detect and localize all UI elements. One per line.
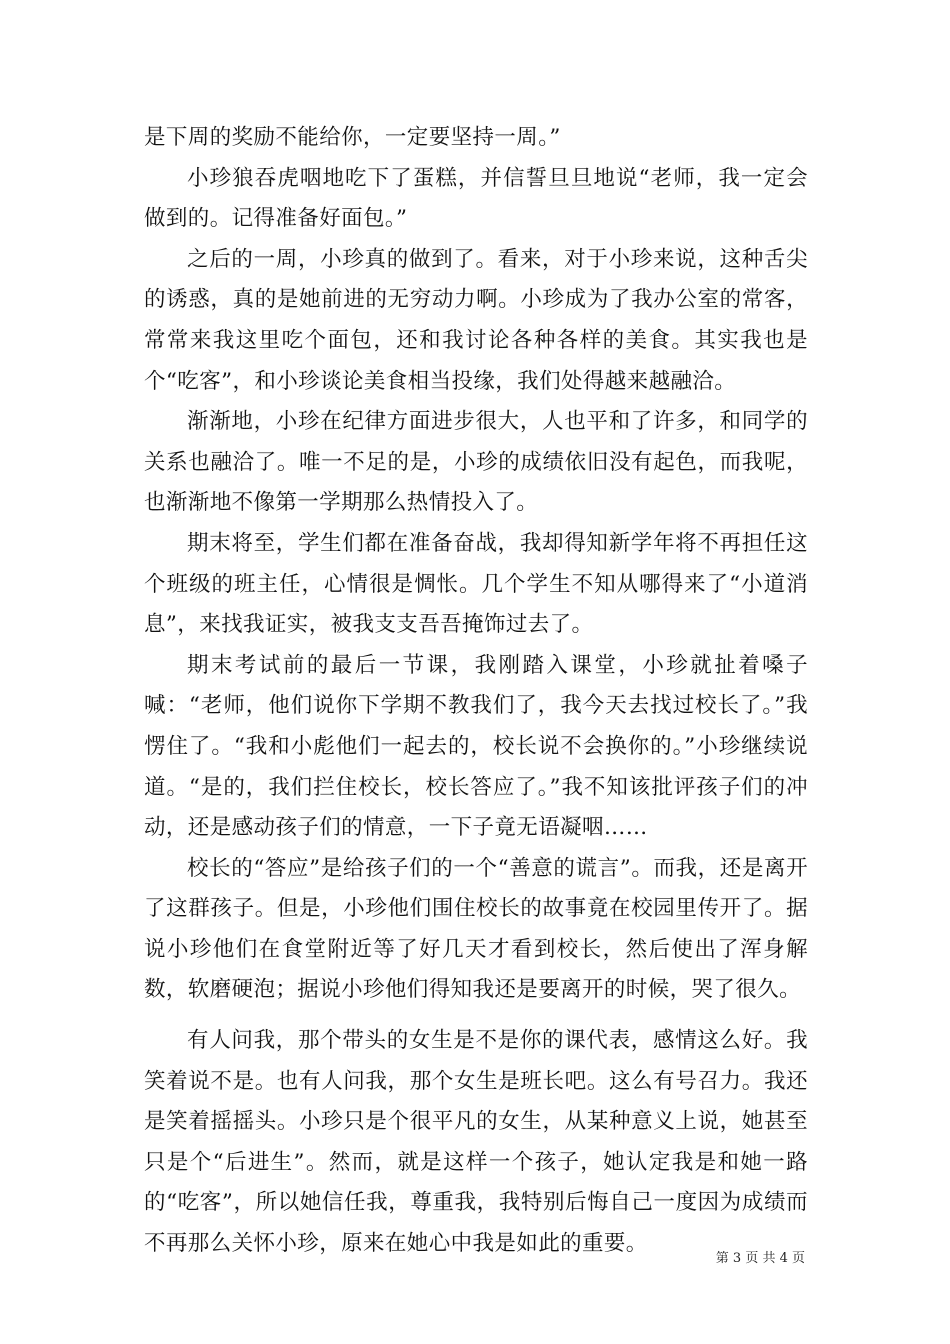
body-text — [144, 118, 808, 1265]
paragraph-7: 校长的“答应”是给孩子们的一个“善意的谎言”。而我，还是离开了这群孩子。但是，小珍他们围住校长的故事竟在校园里传开了。据说小珍他们在食堂附近等了好几天才看到校长，然后使出了浑身解数，软磨硬泡；据说小珍他们得知我还是要离开的时候，哭了很久。 — [144, 855, 808, 1003]
paragraph-5: 期末将至，学生们都在准备奋战，我却得知新学年将不再担任这个班级的班主任，心情很是惆怅。几个学生不知从哪得来了“小道消息”，来找我证实，被我支支吾吾掩饰过去了。 — [144, 530, 808, 638]
page-number: 第 3 页 共 4 页 — [715, 1251, 805, 1266]
paragraph-8: 有人问我，那个带头的女生是不是你的课代表，感情这么好。我笑着说不是。也有人问我，那个女生是班长吧。这么有号召力。我还是笑着摇摇头。小珍只是个很平凡的女生，从某种意义上说，她甚至只是个“后进生”。然而，就是这样一个孩子，她认定我是和她一路的“吃客”，所以她信任我，尊重我，我特别后悔自己一度因为成绩而不再那么关怀小珍，原来在她心中我是如此的重要。 — [144, 1028, 808, 1257]
paragraph-2: 小珍狼吞虎咽地吃下了蛋糕，并信誓旦旦地说“老师，我一定会做到的。记得准备好面包。” — [144, 165, 808, 232]
paragraph-4: 渐渐地，小珍在纪律方面进步很大，人也平和了许多，和同学的关系也融洽了。唯一不足的是，小珍的成绩依旧没有起色，而我呢，也渐渐地不像第一学期那么热情投入了。 — [144, 409, 808, 516]
paragraph-6: 期末考试前的最后一节课，我刚踏入课堂，小珍就扯着嗓子喊：“老师，他们说你下学期不教我们了，我今天去找过校长了。”我愣住了。“我和小彪他们一起去的，校长说不会换你的。”小珍继续说道。“是的，我们拦住校长，校长答应了。”我不知该批评孩子们的冲动，还是感动孩子们的情意，一下子竟无语凝咽…… — [144, 652, 808, 841]
paragraph-1: 是下周的奖励不能给你，一定要坚持一周。” — [144, 125, 561, 150]
paragraph-3: 之后的一周，小珍真的做到了。看来，对于小珍来说，这种舌尖的诱惑，真的是她前进的无穷动力啊。小珍成为了我办公室的常客，常常来我这里吃个面包，还和我讨论各种各样的美食。其实我也是个“吃客”，和小珍谈论美食相当投缘，我们处得越来越融洽。 — [144, 246, 808, 394]
